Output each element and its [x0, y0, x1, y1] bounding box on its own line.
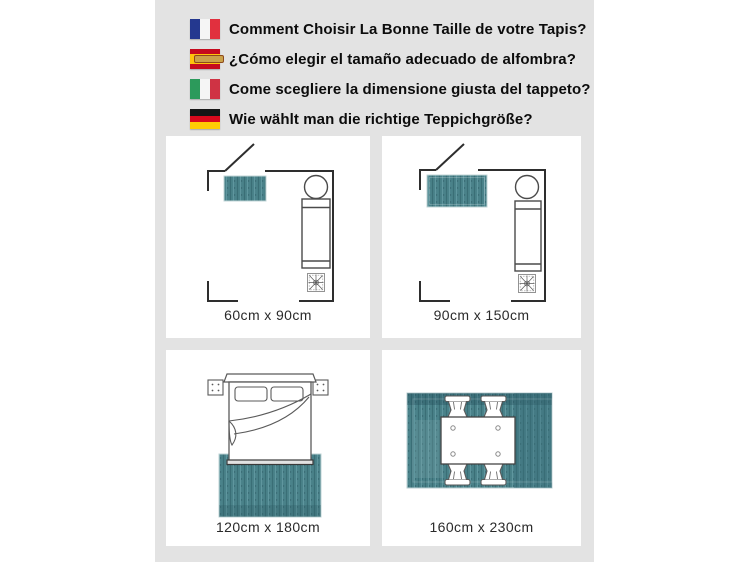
- door-swing-line: [225, 144, 254, 171]
- side-table-icon: [305, 176, 328, 199]
- question-german: Wie wählt man die richtige Teppichgröße?: [229, 110, 533, 128]
- question-italian: Come scegliere la dimensione giusta del tappeto?: [229, 80, 591, 98]
- size-card-120x180: [166, 350, 370, 546]
- rug-90x150: [427, 175, 487, 207]
- side-table-icon: [516, 176, 539, 199]
- nightstand-left-icon: [208, 380, 223, 395]
- dining-table-icon: [441, 417, 515, 464]
- rug-shade: [219, 505, 321, 517]
- potted-plant-icon: [519, 275, 536, 293]
- double-bed-with-rug-diagram: [166, 350, 370, 546]
- france-flag-icon: [190, 19, 220, 39]
- germany-flag-icon: [190, 109, 220, 129]
- pillow-left: [235, 387, 267, 401]
- header-row-german: [190, 109, 591, 129]
- header-row-french: [190, 19, 591, 39]
- size-label: 60cm x 90cm: [224, 307, 312, 323]
- question-french: Comment Choisir La Bonne Taille de votre Tapis?: [229, 20, 587, 38]
- italy-flag-icon: [190, 79, 220, 99]
- size-label: 120cm x 180cm: [215, 519, 321, 535]
- size-label: 160cm x 230cm: [429, 519, 534, 535]
- infographic-panel: [155, 0, 594, 562]
- rug-60x90: [224, 176, 266, 201]
- size-label: 90cm x 150cm: [433, 307, 530, 323]
- spain-flag-icon: [190, 49, 220, 69]
- size-card-160x230: [382, 350, 581, 546]
- bed-icon: [302, 199, 330, 268]
- header: [190, 19, 591, 129]
- size-card-90x150: [382, 136, 581, 338]
- header-row-italian: [190, 79, 591, 99]
- pillow-right: [271, 387, 303, 401]
- spain-crest-icon: [194, 55, 224, 63]
- bed-footboard: [227, 460, 313, 465]
- dining-table-on-rug-diagram: [382, 350, 581, 546]
- question-spanish: ¿Cómo elegir el tamaño adecuado de alfombra?: [229, 50, 576, 68]
- double-bed-icon: [224, 374, 316, 465]
- headboard: [224, 374, 316, 382]
- door-swing-line: [436, 144, 464, 170]
- bed-icon: [515, 201, 541, 271]
- size-card-60x90: [166, 136, 370, 338]
- header-row-spanish: [190, 49, 591, 69]
- potted-plant-icon: [308, 274, 325, 292]
